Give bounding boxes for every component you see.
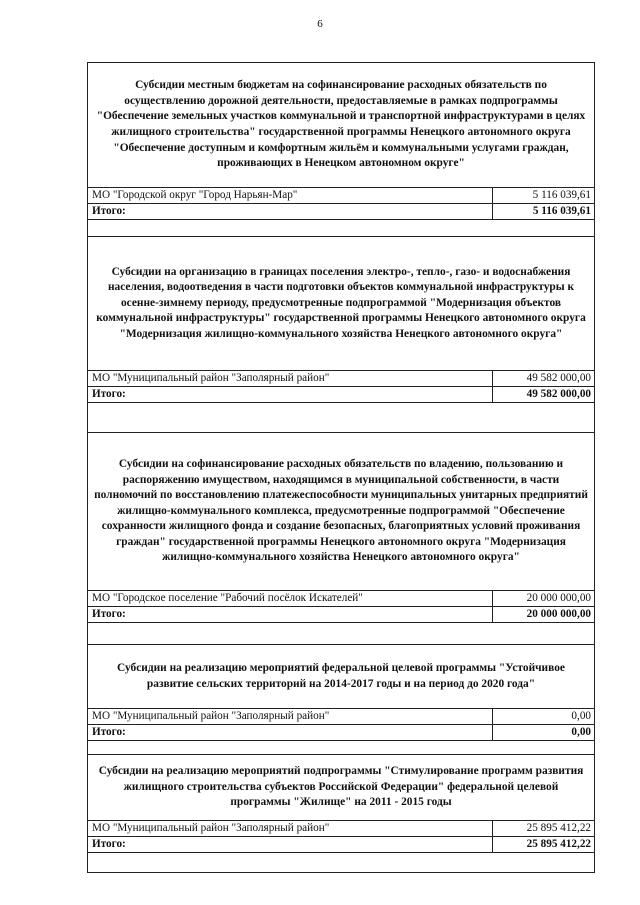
table-row: [88, 371, 594, 387]
total-row: [88, 725, 594, 741]
total-row: [88, 607, 594, 623]
total-row: [88, 204, 594, 220]
recipient-amount: 49 582 000,00: [526, 372, 591, 384]
recipient-amount: 5 116 039,61: [532, 189, 591, 201]
table-row: [88, 709, 594, 725]
section-heading: Субсидии на реализацию мероприятий федеральной целевой программы "Устойчивое развитие сельских территорий на 2014-2017 годы и на период до 2020 года": [88, 645, 594, 709]
total-row: [88, 387, 594, 403]
table-row: [88, 188, 594, 204]
recipient-amount: 20 000 000,00: [526, 592, 591, 604]
total-label: Итого:: [88, 837, 493, 852]
total-row: [88, 837, 594, 853]
section-heading: Субсидии на реализацию мероприятий подпрограммы "Стимулирование программ развития жилищного строительства субъектов Российской Федерации" федеральной целевой программы "Жилище" на 2011 - 2015 годы: [88, 755, 594, 821]
recipient-name: МО "Городской округ "Город Нарьян-Мар": [88, 188, 493, 203]
empty-row: [88, 623, 594, 645]
total-label: Итого:: [88, 607, 493, 622]
total-label: Итого:: [88, 204, 493, 219]
table-row: [88, 821, 594, 837]
empty-row: [88, 741, 594, 755]
total-amount: 49 582 000,00: [526, 388, 591, 400]
recipient-name: МО "Муниципальный район "Заполярный район": [88, 821, 493, 836]
table-row: [88, 591, 594, 607]
section-heading: Субсидии местным бюджетам на софинансирование расходных обязательств по осуществлению дорожной деятельности, предоставляемые в рамках подпрограммы "Обеспечение земельных участков коммунальной и транспортной инфраструктурами в целях жилищного строительства" государственной программы Ненецкого автономного округа "Обеспечение доступным и комфортным жильём и коммунальными услугами граждан, проживающих в Ненецком автономном округе": [88, 63, 594, 188]
recipient-name: МО "Городское поселение "Рабочий посёлок Искателей": [88, 591, 493, 606]
page-number: 6: [317, 18, 323, 30]
total-amount: 0,00: [571, 726, 591, 738]
total-amount: 25 895 412,22: [526, 838, 591, 850]
empty-row: [88, 853, 594, 873]
empty-row: [88, 403, 594, 433]
subsidy-table: [87, 62, 595, 873]
total-amount: 20 000 000,00: [526, 608, 591, 620]
total-amount: 5 116 039,61: [532, 205, 591, 217]
recipient-amount: 0,00: [571, 710, 591, 722]
recipient-name: МО "Муниципальный район "Заполярный район": [88, 709, 493, 724]
section-heading: Субсидии на организацию в границах поселения электро-, тепло-, газо- и водоснабжения населения, водоотведения в части подготовки объектов коммунальной инфраструктуры к осенне-зимнему периоду, предусмотренные подпрограммой "Модернизация объектов коммунальной инфраструктуры" государственной программы Ненецкого автономного округа "Модернизация жилищно-коммунального хозяйства Ненецкого автономного округа": [88, 237, 594, 371]
total-label: Итого:: [88, 725, 493, 740]
section-heading: Субсидии на софинансирование расходных обязательств по владению, пользованию и распоряжению имуществом, находящимся в муниципальной собственности, в части полномочий по восстановлению платежеспособности муниципальных унитарных предприятий жилищно-коммунального комплекса, предусмотренные подпрограммой "Обеспечение сохранности жилищного фонда и создание безопасных, благоприятных условий проживания граждан" государственной программы Ненецкого автономного округа "Модернизация жилищно-коммунального хозяйства Ненецкого автономного округа": [88, 433, 594, 591]
total-label: Итого:: [88, 387, 493, 402]
recipient-name: МО "Муниципальный район "Заполярный район": [88, 371, 493, 386]
empty-row: [88, 220, 594, 237]
recipient-amount: 25 895 412,22: [526, 822, 591, 834]
